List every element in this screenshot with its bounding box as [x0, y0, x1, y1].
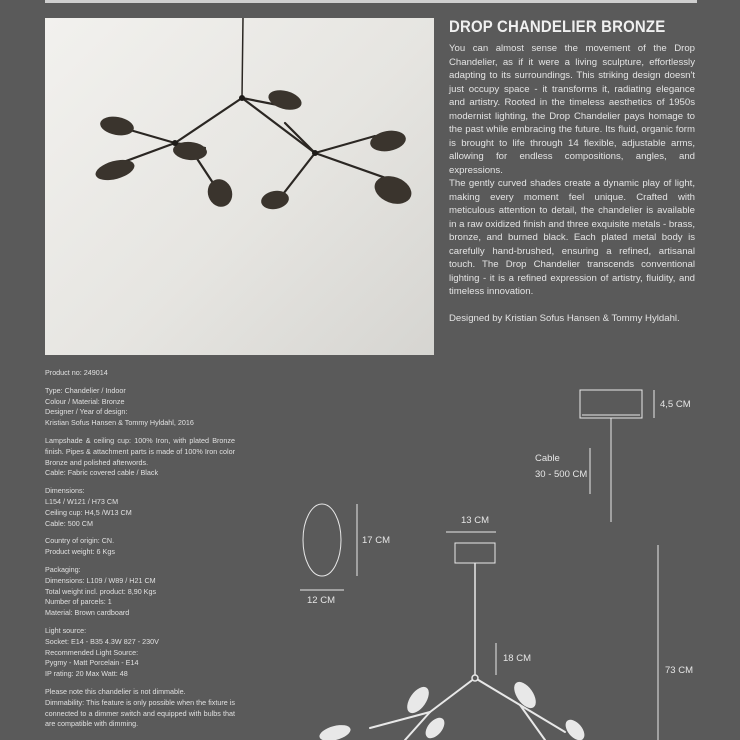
socket-text: Socket: E14 - B35 4.3W 827 - 230V [45, 636, 159, 646]
description-paragraph-1: You can almost sense the movement of the Drop Chandelier, as if it were a living sculpture, effortlessly adapting to its surroundings. This striking design doesn't just occupy space - it transforms it, radiating elegance and artistry. Rooted in the timeless aesthetics of 1950s modernist lighting, the Drop Chandelier pays homage to the past while embracing the future. Its fluid, organic form is brought to life through 14 flexible, adjustable arms, allowing for endless compositions, angles, and expressions. [449, 43, 695, 176]
product-number: Product no: 249014 [45, 368, 108, 377]
designer-year-label: Designer / Year of design: [45, 407, 128, 417]
cable-text: Cable: Fabric covered cable / Black [45, 468, 159, 478]
product-title: DROP CHANDELIER BRONZE [449, 17, 666, 36]
type-text: Type: Chandelier / Indoor [45, 385, 126, 395]
dimmable-note: Please note this chandelier is not dimmable. [45, 686, 186, 696]
light-label: Light source: [45, 625, 87, 635]
total-height-label: 73 CM [665, 665, 693, 676]
chandelier-arms [370, 678, 565, 740]
material-text: Lampshade & ceiling cup: 100% Iron, with plated Bronze finish. Pipes & attachment parts is made of 100% Iron color Bronze and polished afterwords. [45, 435, 235, 467]
shade-shape [303, 504, 341, 576]
pack-weight-text: Total weight incl. product: 8,90 Kgs [45, 586, 157, 596]
cable-range-label: 30 - 500 CM [535, 469, 588, 480]
cable-label: Cable [535, 453, 560, 464]
recommended-label: Recommended Light Source: [45, 647, 139, 657]
designer-year-text: Kristian Sofus Hansen & Tommy Hyldahl, 2016 [45, 418, 194, 428]
origin-text: Country of origin: CN. [45, 536, 115, 546]
parcels-text: Number of parcels: 1 [45, 597, 112, 607]
chandelier-cup-shape [455, 543, 495, 563]
packaging-label: Packaging: [45, 564, 81, 574]
designer-credit: Designed by Kristian Sofus Hansen & Tommy Hyldahl. [449, 312, 680, 324]
recommended-text: Pygmy - Matt Porcelain - E14 [45, 658, 139, 668]
ceiling-cup-shape [580, 390, 642, 418]
cup-width-label: 13 CM [461, 515, 489, 526]
pack-dimensions-text: Dimensions: L109 / W89 / H21 CM [45, 575, 156, 585]
cup-height-label: 4,5 CM [660, 399, 691, 410]
colour-text: Colour / Material: Bronze [45, 396, 125, 406]
ceiling-cup-text: Ceiling cup: H4,5 /W13 CM [45, 507, 132, 517]
chandelier-shades [318, 678, 588, 740]
pack-material-text: Material: Brown cardboard [45, 608, 130, 618]
weight-text: Product weight: 6 Kgs [45, 547, 115, 557]
shade-width-label: 12 CM [307, 595, 335, 606]
dimensions-text: L154 / W121 / H73 CM [45, 496, 119, 506]
ip-rating-text: IP rating: 20 Max Watt: 48 [45, 669, 128, 679]
arm-height-label: 18 CM [503, 653, 531, 664]
description-paragraph-2: The gently curved shades create a dynamic play of light, making every moment feel unique. Crafted with meticulous attention to detail, the chandelier is available in a raw oxidized finish and three exquisite metals - brass, bronze, and burned black. Each plated metal body is carefully hand-brushed, ensuring a refined, artisanal touch. The Drop Chandelier transcends conventional lighting - it is a refined expression of artistry, fluidity, and timeless innovation. [449, 178, 695, 297]
shade-height-label: 17 CM [362, 535, 390, 546]
dimensions-label: Dimensions: [45, 486, 85, 496]
dimmability-text: Dimmability: This feature is only possible when the fixture is connected to a dimmer switch and equipped with bulbs that are compatible with dimming. [45, 697, 235, 729]
cable-length-text: Cable: 500 CM [45, 518, 93, 528]
